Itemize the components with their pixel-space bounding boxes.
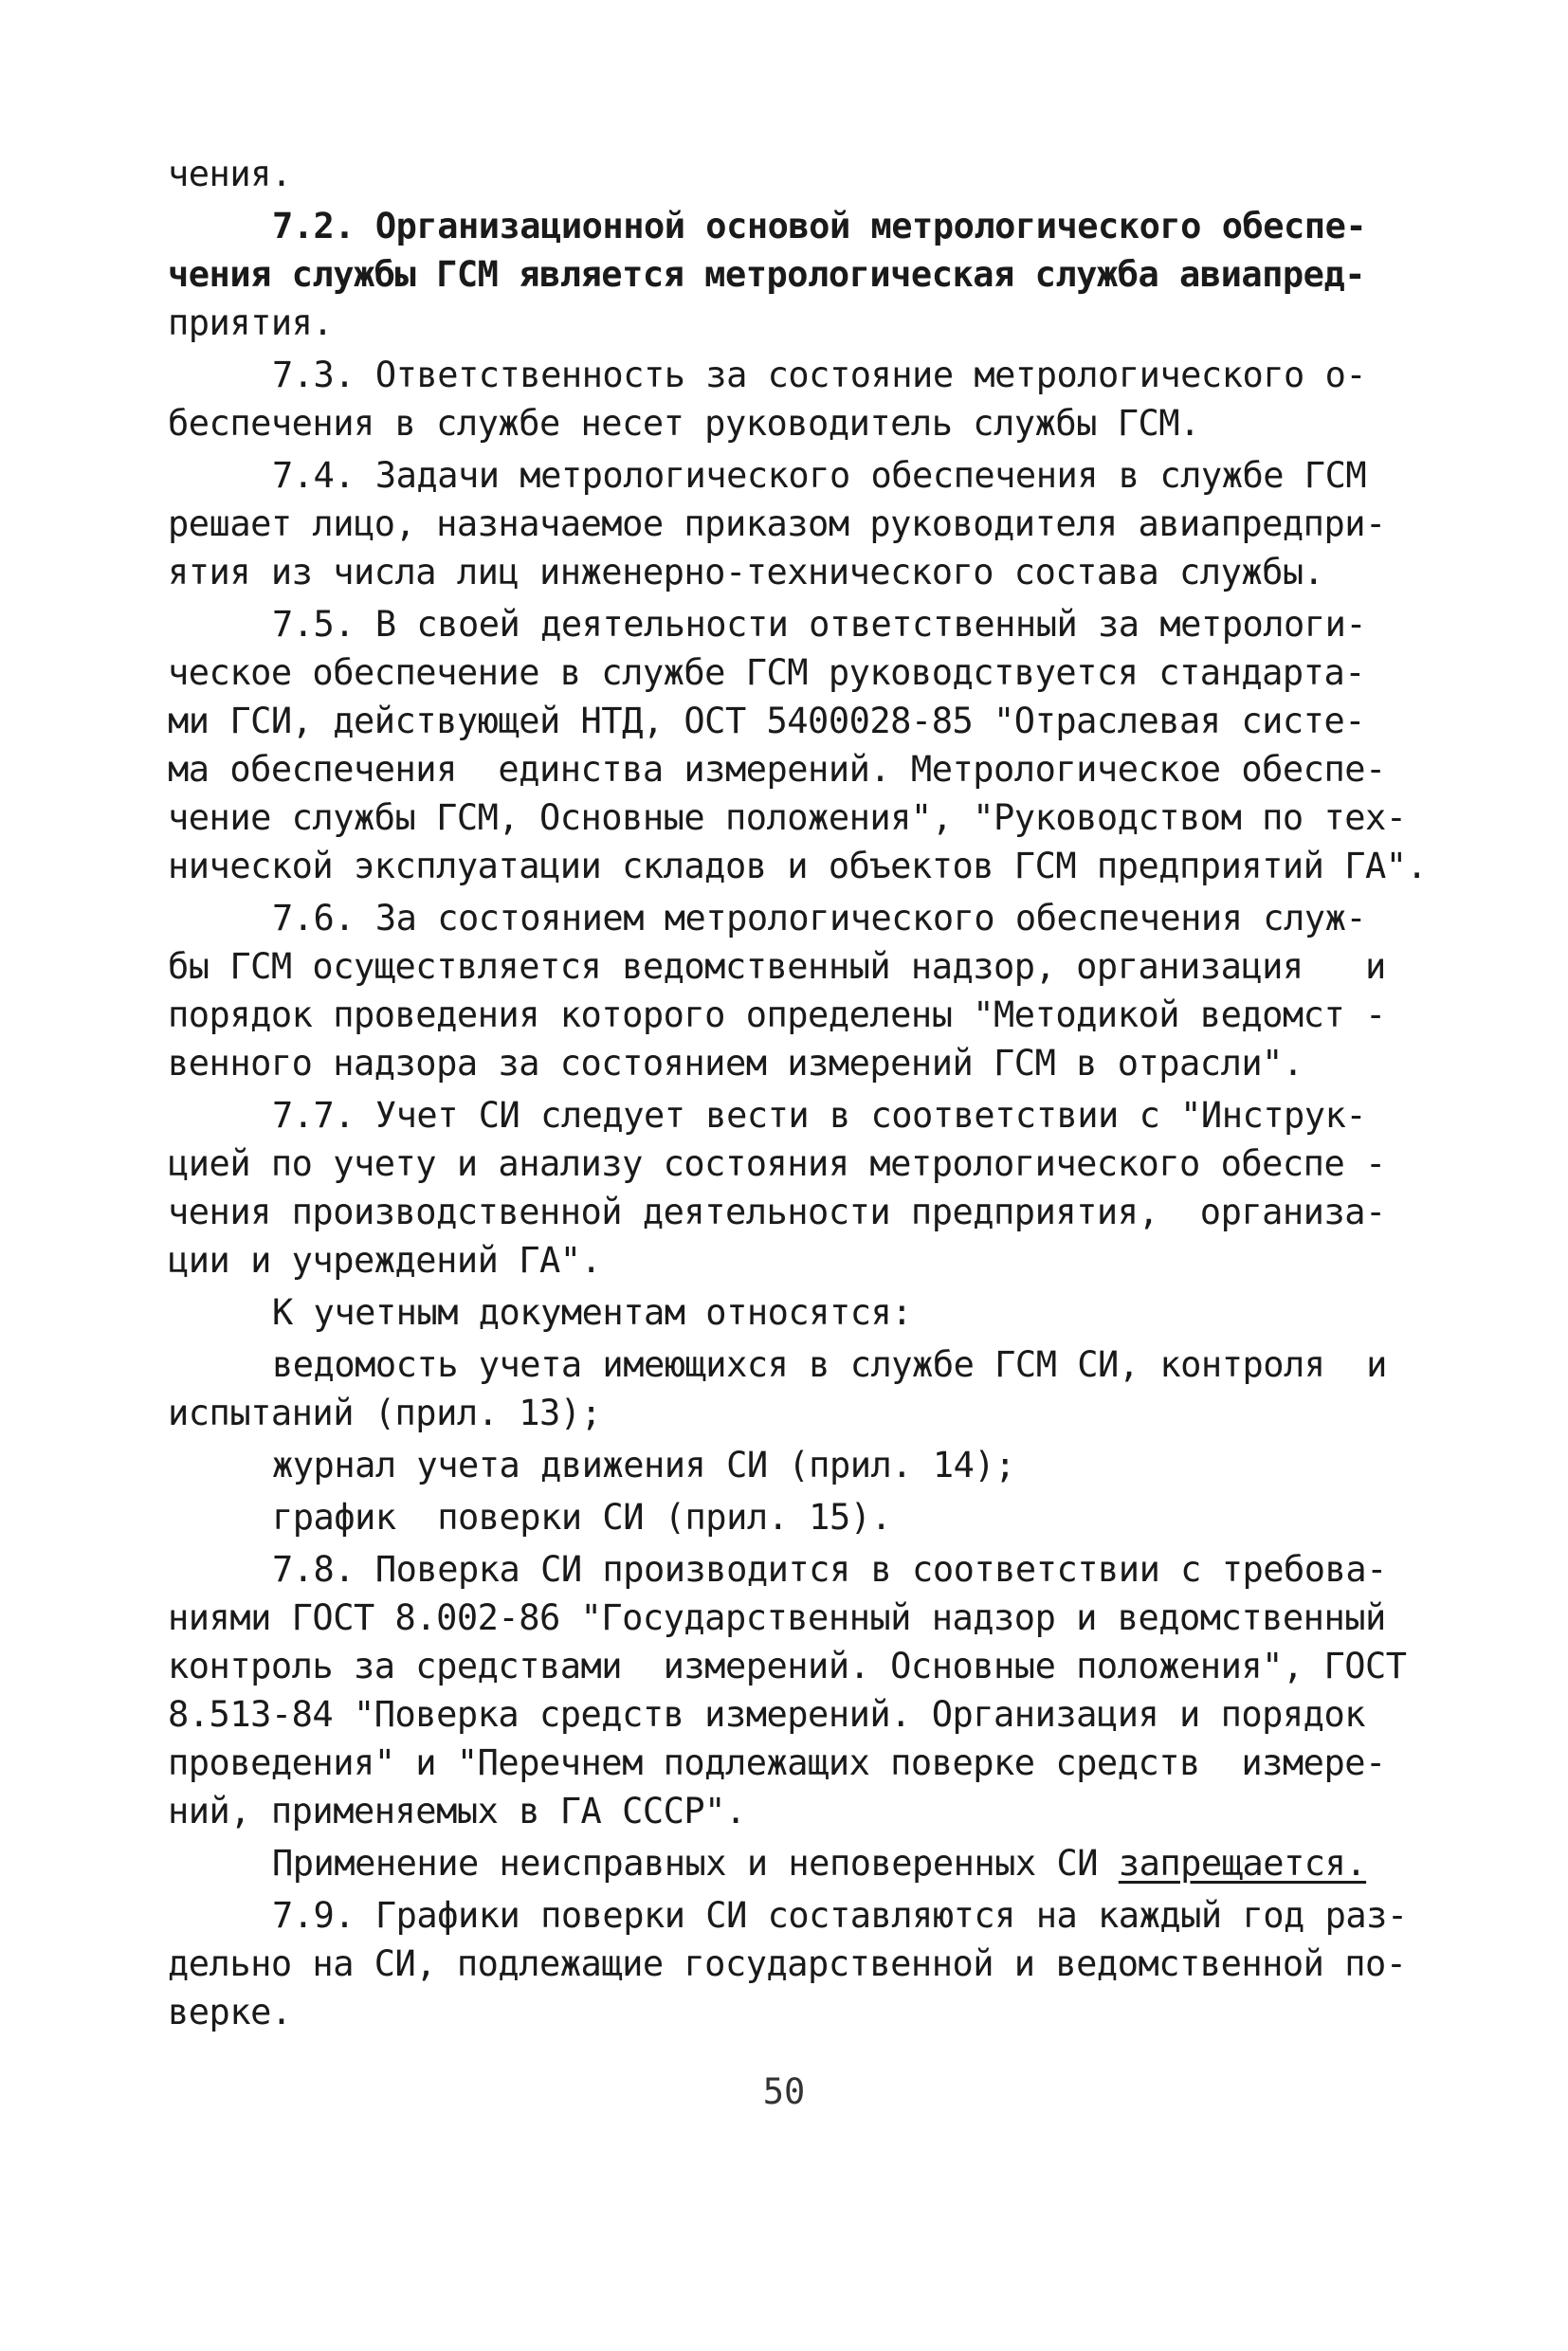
text-line-content: нической эксплуатации складов и объектов ГСМ предприятий ГА". bbox=[168, 846, 1428, 886]
text-line bbox=[168, 500, 1410, 548]
text-line-content: журнал учета движения СИ (прил. 14); bbox=[272, 1445, 1015, 1485]
text-line-content: Применение неисправных и неповеренных СИ bbox=[272, 1843, 1119, 1884]
document-body bbox=[168, 150, 1428, 2036]
text-line-content: приятия. bbox=[168, 302, 334, 343]
text-line-content: контроль за средствами измерений. Основные положения", ГОСТ bbox=[168, 1646, 1407, 1686]
text-line bbox=[168, 1188, 1410, 1236]
text-line-content: ниями ГОСТ 8.002-86 "Государственный надзор и ведомственный bbox=[168, 1597, 1386, 1638]
text-line-content: дельно на СИ, подлежащие государственной и ведомственной по- bbox=[168, 1943, 1407, 1984]
text-line-content: 7.4. Задачи метрологического обеспечения в службе ГСМ bbox=[272, 455, 1367, 496]
text-line-content: график поверки СИ (прил. 15). bbox=[272, 1497, 892, 1538]
text-line bbox=[168, 1288, 1410, 1337]
text-line bbox=[168, 299, 1410, 347]
text-line bbox=[168, 600, 1410, 648]
text-line bbox=[168, 697, 1410, 745]
text-line bbox=[168, 991, 1410, 1039]
text-line bbox=[168, 250, 1410, 299]
text-line-content: ний, применяемых в ГА СССР". bbox=[168, 1791, 746, 1832]
text-line bbox=[168, 1940, 1410, 1988]
text-line-content: 8.513-84 "Поверка средств измерений. Организация и порядок bbox=[168, 1694, 1366, 1735]
text-line-content: 7.8. Поверка СИ производится в соответствии с требова- bbox=[272, 1549, 1387, 1590]
text-line bbox=[168, 793, 1410, 842]
text-line-content: чения службы ГСМ является метрологическая служба авиапред- bbox=[168, 254, 1366, 295]
page-number: 50 bbox=[762, 2071, 806, 2112]
text-line bbox=[168, 202, 1410, 250]
text-line-content: бы ГСМ осуществляется ведомственный надзор, организация и bbox=[168, 946, 1386, 987]
text-line bbox=[168, 1091, 1410, 1139]
text-line-content: ческое обеспечение в службе ГСМ руководствуется стандарта- bbox=[168, 652, 1366, 693]
text-line bbox=[168, 1594, 1410, 1642]
text-line bbox=[168, 1139, 1410, 1188]
text-line bbox=[168, 399, 1410, 447]
text-line-content: ятия из числа лиц инженерно-технического состава службы. bbox=[168, 552, 1324, 592]
text-line-content: 7.5. В своей деятельности ответственный за метрологи- bbox=[272, 604, 1367, 645]
text-line bbox=[168, 648, 1410, 697]
text-line-content: порядок проведения которого определены "Методикой ведомст - bbox=[168, 994, 1386, 1035]
text-line-content: беспечения в службе несет руководитель службы ГСМ. bbox=[168, 403, 1200, 444]
text-line-content: 7.7. Учет СИ следует вести в соответствии с "Инструк- bbox=[272, 1095, 1367, 1136]
text-line bbox=[168, 1739, 1410, 1787]
text-line bbox=[168, 1642, 1410, 1690]
text-line-content: чения. bbox=[168, 154, 292, 194]
text-line bbox=[168, 150, 1410, 198]
text-line bbox=[168, 894, 1410, 942]
text-line bbox=[168, 1787, 1410, 1835]
text-line bbox=[168, 1493, 1410, 1541]
text-line bbox=[168, 351, 1410, 399]
text-line-content: ма обеспечения единства измерений. Метрологическое обеспе- bbox=[168, 749, 1386, 790]
text-line bbox=[168, 548, 1410, 596]
text-line-content: венного надзора за состоянием измерений ГСМ в отрасли". bbox=[168, 1043, 1304, 1084]
text-line-content: чения производственной деятельности предприятия, организа- bbox=[168, 1192, 1386, 1232]
text-line bbox=[168, 942, 1410, 991]
text-line bbox=[168, 745, 1410, 793]
text-line-content: решает лицо, назначаемое приказом руководителя авиапредпри- bbox=[168, 503, 1386, 544]
text-line-content: К учетным документам относятся: bbox=[272, 1292, 913, 1333]
text-line bbox=[168, 1690, 1410, 1739]
text-line bbox=[168, 1839, 1410, 1887]
text-line bbox=[168, 1545, 1410, 1594]
text-line-content: 7.9. Графики поверки СИ составляются на каждый год раз- bbox=[272, 1895, 1408, 1936]
text-line-content: ми ГСИ, действующей НТД, ОСТ 5400028-85 "Отраслевая систе- bbox=[168, 701, 1366, 741]
text-line-content: ции и учреждений ГА". bbox=[168, 1240, 602, 1281]
text-line bbox=[168, 1441, 1410, 1489]
text-line-content: 7.2. Организационной основой метрологического обеспе- bbox=[272, 206, 1367, 246]
text-line-content: испытаний (прил. 13); bbox=[168, 1393, 602, 1433]
text-line bbox=[168, 1236, 1410, 1285]
text-line-content: 7.6. За состоянием метрологического обеспечения служ- bbox=[272, 898, 1367, 939]
text-line-content: цией по учету и анализу состояния метрологического обеспе - bbox=[168, 1143, 1386, 1184]
text-line-content: ведомость учета имеющихся в службе ГСМ СИ, контроля и bbox=[272, 1344, 1387, 1385]
text-line bbox=[168, 842, 1428, 890]
text-line-content: верке. bbox=[168, 1992, 292, 2032]
text-line bbox=[168, 1340, 1410, 1389]
text-line bbox=[168, 1988, 1410, 2036]
underlined-text: запрещается. bbox=[1118, 1843, 1367, 1884]
text-line-content: проведения" и "Перечнем подлежащих поверке средств измере- bbox=[168, 1742, 1386, 1783]
text-line bbox=[168, 1891, 1410, 1940]
text-line bbox=[168, 451, 1410, 500]
text-line bbox=[168, 1039, 1410, 1087]
text-line-content: 7.3. Ответственность за состояние метрологического о- bbox=[272, 355, 1367, 395]
text-line bbox=[168, 1389, 1410, 1437]
text-line-content: чение службы ГСМ, Основные положения", "Руководством по тех- bbox=[168, 797, 1407, 838]
